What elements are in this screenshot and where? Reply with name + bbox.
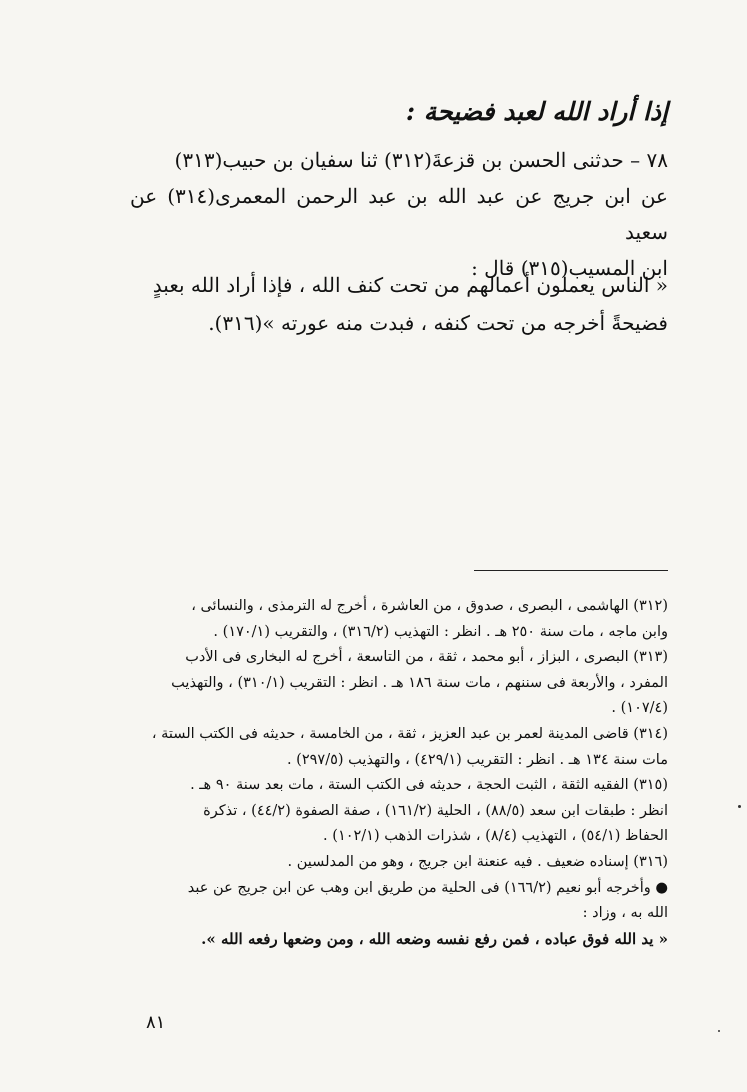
footnote-line: الله به ، وزاد : bbox=[582, 905, 668, 922]
footnote-line: المفرد ، والأربعة فى سننهم ، مات سنة ١٨٦ هـ . انظر : التقريب (٣١٠/١) ، والتهذيب bbox=[171, 674, 668, 691]
hadith-quote bbox=[130, 266, 668, 342]
scan-speck bbox=[738, 805, 741, 808]
scan-speck bbox=[718, 1030, 720, 1032]
footnote-line: (١٠٧/٤) . bbox=[611, 700, 668, 717]
footnote-line: (٣١٤) قاضى المدينة لعمر بن عبد العزيز ، ثقة ، من الخامسة ، حديثه فى الكتب الستة ، bbox=[151, 725, 668, 742]
quote-line: فضيحةً أخرجه من تحت كنفه ، فبدت منه عورته »(٣١٦). bbox=[208, 311, 668, 335]
footnote-line: (٣١٢) الهاشمى ، البصرى ، صدوق ، من العاشرة ، أخرج له الترمذى ، والنسائى ، bbox=[191, 598, 668, 614]
footnote-separator bbox=[474, 570, 668, 571]
footnote-line: مات سنة ١٣٤ هـ . انظر : التقريب (٤٢٩/١) ، والتهذيب (٢٩٧/٥) . bbox=[286, 751, 668, 768]
footnote-line: الحفاظ (٥٤/١) ، التهذيب (٨/٤) ، شذرات الذهب (١٠٢/١) . bbox=[323, 828, 668, 845]
hadith-line: عن ابن جريج عن عبد الله بن عبد الرحمن المعمرى(٣١٤) عن سعيد bbox=[130, 184, 668, 244]
footnote-line: (٣١٥) الفقيه الثقة ، الثبت الحجة ، حديثه فى الكتب الستة ، مات بعد سنة ٩٠ هـ . bbox=[190, 777, 668, 794]
footnote-line: وابن ماجه ، مات سنة ٢٥٠ هـ . انظر : التهذيب (٣١٦/٢) ، والتقريب (١٧٠/١) . bbox=[213, 623, 668, 640]
hadith-line: ابن المسيب(٣١٥) قال : bbox=[471, 256, 668, 280]
hadith-line: ٧٨ – حدثنى الحسن بن قزعةَ(٣١٢) ثنا سفيان بن حبيب(٣١٣) bbox=[174, 148, 668, 172]
footnote-line: (٣١٣) البصرى ، البزاز ، أبو محمد ، ثقة ، من التاسعة ، أخرج له البخارى فى الأدب bbox=[185, 649, 668, 666]
hadith-text bbox=[130, 142, 668, 286]
page-number: ٨١ bbox=[146, 1012, 166, 1033]
footnotes bbox=[130, 594, 668, 952]
footnote-line: انظر : طبقات ابن سعد (٨٨/٥) ، الحلية (١٦١/٢) ، صفة الصفوة (٤٤/٢) ، تذكرة bbox=[203, 802, 668, 819]
footnote-bold-line: « يد الله فوق عباده ، فمن رفع نفسه وضعه الله ، ومن وضعها رفعه الله ». bbox=[201, 929, 668, 948]
section-heading: إذا أراد الله لعبد فضيحة : bbox=[405, 97, 668, 126]
footnote-line: ● وأخرجه أبو نعيم (١٦٦/٢) فى الحلية من طريق ابن وهب عن ابن جريج عن عبد bbox=[187, 879, 668, 896]
quote-line: « الناس يعملون أعمالهم من تحت كنف الله ، فإذا أراد الله بعبدٍ bbox=[152, 273, 668, 297]
footnote-line: (٣١٦) إسناده ضعيف . فيه عنعنة ابن جريج ، وهو من المدلسين . bbox=[287, 853, 668, 870]
